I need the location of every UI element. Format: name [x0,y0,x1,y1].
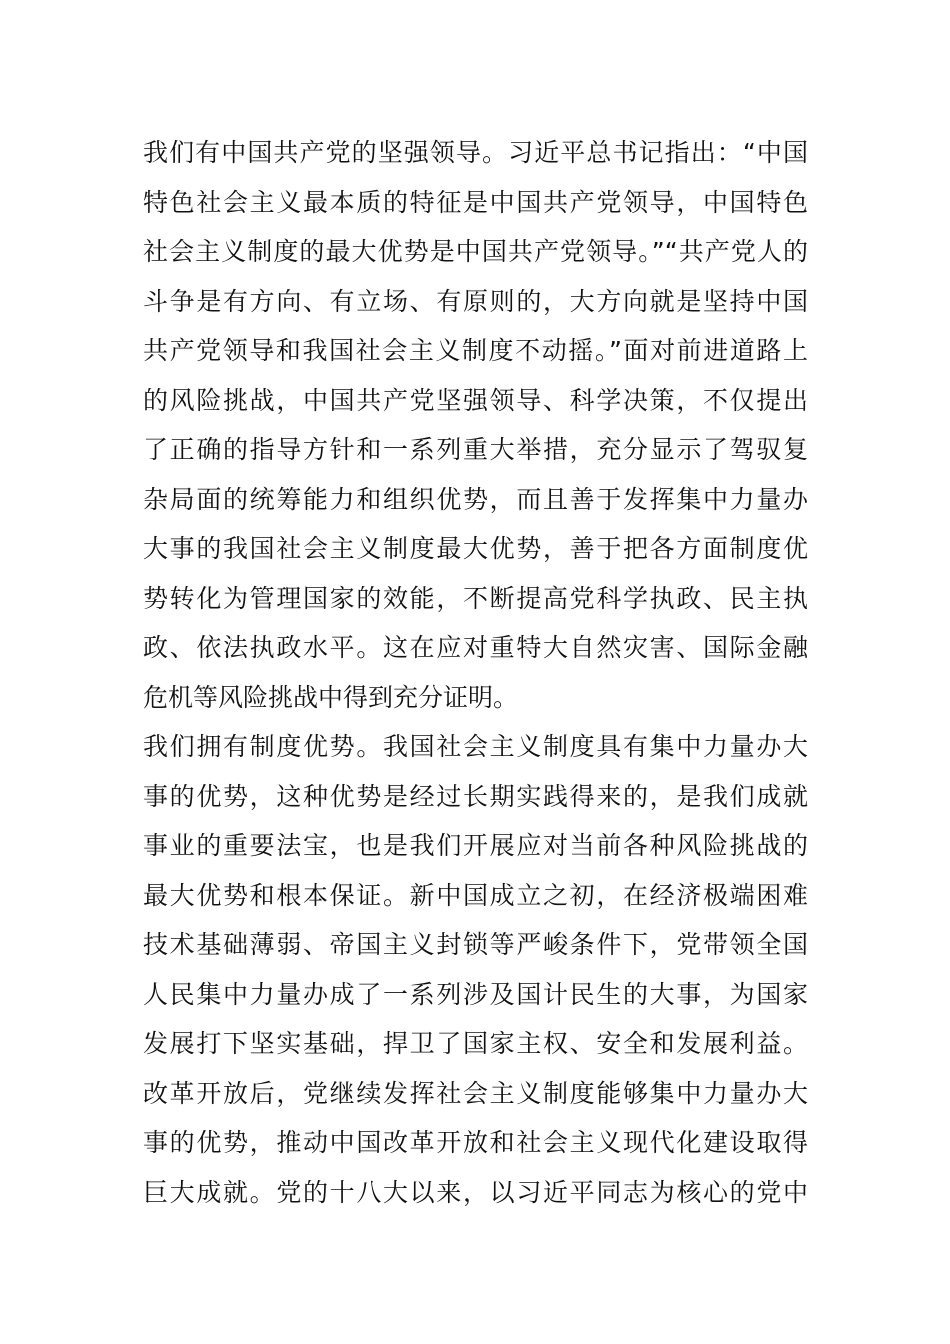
paragraph-institutional-advantage [143,722,808,1217]
text-line: 斗争是有方向、有立场、有原则的，大方向就是坚持中国 [143,286,808,316]
text-line: 事业的重要法宝，也是我们开展应对当前各种风险挑战的 [143,831,808,860]
text-line: 事的优势，推动中国改革开放和社会主义现代化建设取得 [143,1128,808,1157]
text-line: 危机等风险挑战中得到充分证明。 [143,682,519,712]
text-line: 特色社会主义最本质的特征是中国共产党领导，中国特色 [143,187,808,217]
text-line: 技术基础薄弱、帝国主义封锁等严峻条件下，党带领全国 [143,930,808,959]
text-line: 人民集中力量办成了一系列涉及国计民生的大事，为国家 [143,979,808,1009]
text-line: 事的优势，这种优势是经过长期实践得来的，是我们成就 [143,781,808,811]
body-text [143,128,808,1217]
text-line: 共产党领导和我国社会主义制度不动摇。”面对前进道路上 [143,336,808,365]
paragraph-party-leadership [143,128,808,722]
text-line: 的风险挑战，中国共产党坚强领导、科学决策，不仅提出 [143,385,808,415]
text-line: 杂局面的统筹能力和组织优势，而且善于发挥集中力量办 [143,484,808,514]
text-line: 社会主义制度的最大优势是中国共产党领导。”“共产党人的 [143,237,808,266]
text-line: 势转化为管理国家的效能，不断提高党科学执政、民主执 [143,583,808,613]
text-line: 大事的我国社会主义制度最大优势，善于把各方面制度优 [143,534,808,563]
text-line: 了正确的指导方针和一系列重大举措，充分显示了驾驭复 [143,435,808,464]
text-line: 发展打下坚实基础，捍卫了国家主权、安全和发展利益。 [143,1029,808,1058]
text-line: 我们拥有制度优势。我国社会主义制度具有集中力量办大 [143,732,808,761]
text-line: 我们有中国共产党的坚强领导。习近平总书记指出：“中国 [143,138,808,167]
text-line: 最大优势和根本保证。新中国成立之初，在经济极端困难 [143,880,808,910]
text-line: 巨大成就。党的十八大以来，以习近平同志为核心的党中 [143,1177,808,1207]
text-line: 改革开放后，党继续发挥社会主义制度能够集中力量办大 [143,1078,808,1108]
text-line: 政、依法执政水平。这在应对重特大自然灾害、国际金融 [143,633,808,662]
